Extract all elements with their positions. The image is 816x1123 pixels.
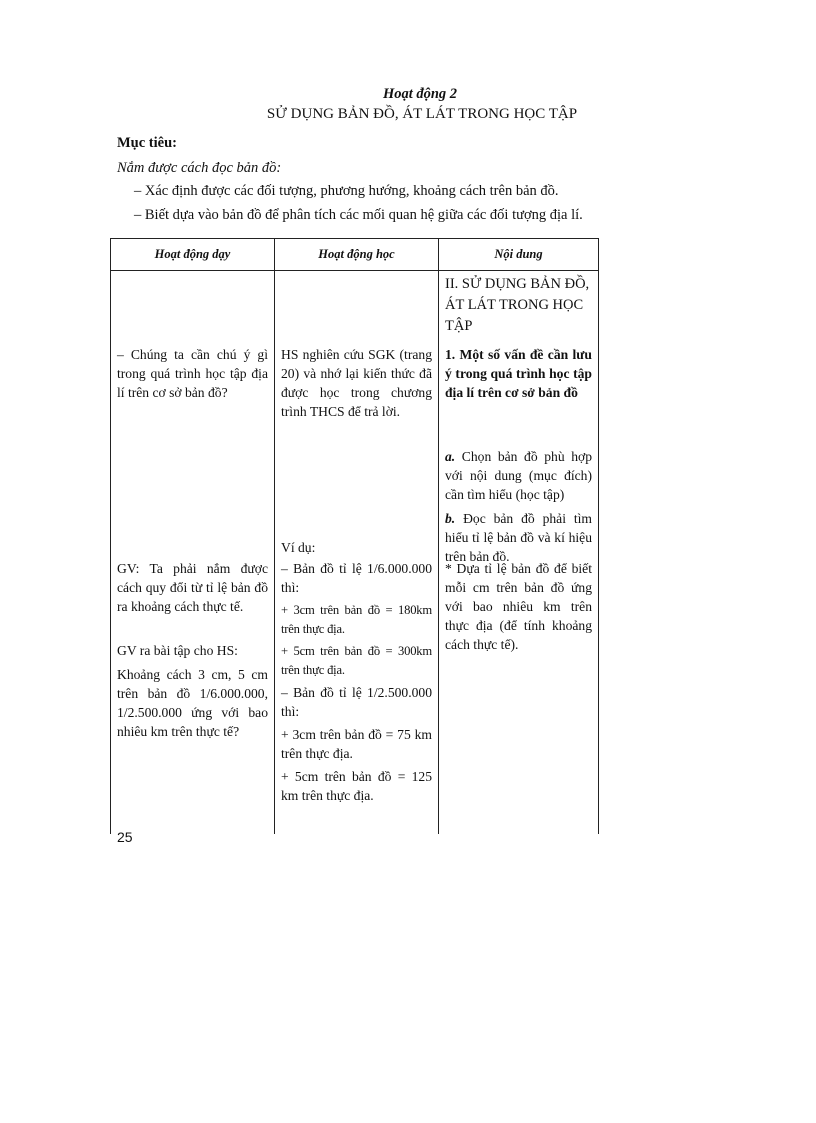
header-learning: Hoạt động học: [275, 239, 439, 271]
objective-item: – Xác định được các đối tượng, phương hướng, khoảng cách trên bản đồ.: [134, 183, 559, 199]
section-title: II. SỬ DỤNG BẢN ĐỒ, ÁT LÁT TRONG HỌC TẬP: [445, 276, 590, 334]
scale-example-1a: + 3cm trên bản đồ = 180km trên thực địa.: [281, 603, 432, 636]
point-b-label: b.: [445, 511, 456, 526]
scale-example-1b: + 5cm trên bản đồ = 300km trên thực địa.: [281, 644, 432, 677]
teacher-question: – Chúng ta cần chú ý gì trong quá trình học tập địa lí trên cơ sở bản đồ?: [117, 347, 268, 400]
subsection-title: 1. Một số vấn đề cần lưu ý trong quá trình học tập địa lí trên cơ sở bản đồ: [445, 347, 592, 400]
scale-example-2b: + 5cm trên bản đồ = 125 km trên thực địa.: [281, 769, 432, 803]
scale-note: * Dựa tỉ lệ bản đồ để biết mỗi cm trên bản đồ ứng với bao nhiêu km trên thực địa (để tính khoảng cách thực tế).: [445, 561, 592, 652]
header-teaching: Hoạt động dạy: [111, 239, 275, 271]
example-label: Ví dụ:: [281, 540, 316, 555]
learning-column: [275, 271, 439, 835]
student-activity: HS nghiên cứu SGK (trang 20) và nhớ lại kiến thức đã được học trong chương trình THCS để trả lời.: [281, 347, 432, 419]
teacher-exercise-label: GV ra bài tập cho HS:: [117, 643, 238, 658]
table-row: [111, 271, 599, 835]
scale-example-2: – Bản đồ tỉ lệ 1/2.500.000 thì:: [281, 685, 432, 719]
teacher-exercise: Khoảng cách 3 cm, 5 cm trên bản đồ 1/6.000.000, 1/2.500.000 ứng với bao nhiêu km trên thực tế?: [117, 667, 268, 739]
point-b-text: Đọc bản đồ phải tìm hiểu tỉ lệ bản đồ và kí hiệu trên bản đồ.: [445, 511, 592, 564]
point-a: [445, 447, 592, 504]
table-header-row: [111, 239, 599, 271]
scale-example-1: – Bản đồ tỉ lệ 1/6.000.000 thì:: [281, 561, 432, 595]
header-content: Nội dung: [439, 239, 599, 271]
teacher-note: GV: Ta phải nắm được cách quy đổi từ tỉ lệ bản đồ ra khoảng cách thực tế.: [117, 561, 268, 614]
scale-example-2a: + 3cm trên bản đồ = 75 km trên thực địa.: [281, 727, 432, 761]
content-column: [439, 271, 599, 835]
objectives-intro: Nắm được cách đọc bản đồ:: [117, 160, 282, 176]
page-number: 25: [117, 829, 133, 845]
point-a-text: Chọn bản đồ phù hợp với nội dung (mục đích) cần tìm hiểu (học tập): [445, 449, 592, 502]
lesson-table: [110, 238, 599, 834]
objectives-heading: Mục tiêu:: [117, 135, 177, 151]
page-title: SỬ DỤNG BẢN ĐỒ, ÁT LÁT TRONG HỌC TẬP: [266, 106, 578, 122]
objective-item: – Biết dựa vào bản đồ để phân tích các mối quan hệ giữa các đối tượng địa lí.: [134, 207, 583, 223]
point-a-label: a.: [445, 449, 456, 464]
point-b: [445, 509, 592, 566]
teaching-column: [111, 271, 275, 835]
activity-heading: Hoạt động 2: [382, 86, 458, 102]
